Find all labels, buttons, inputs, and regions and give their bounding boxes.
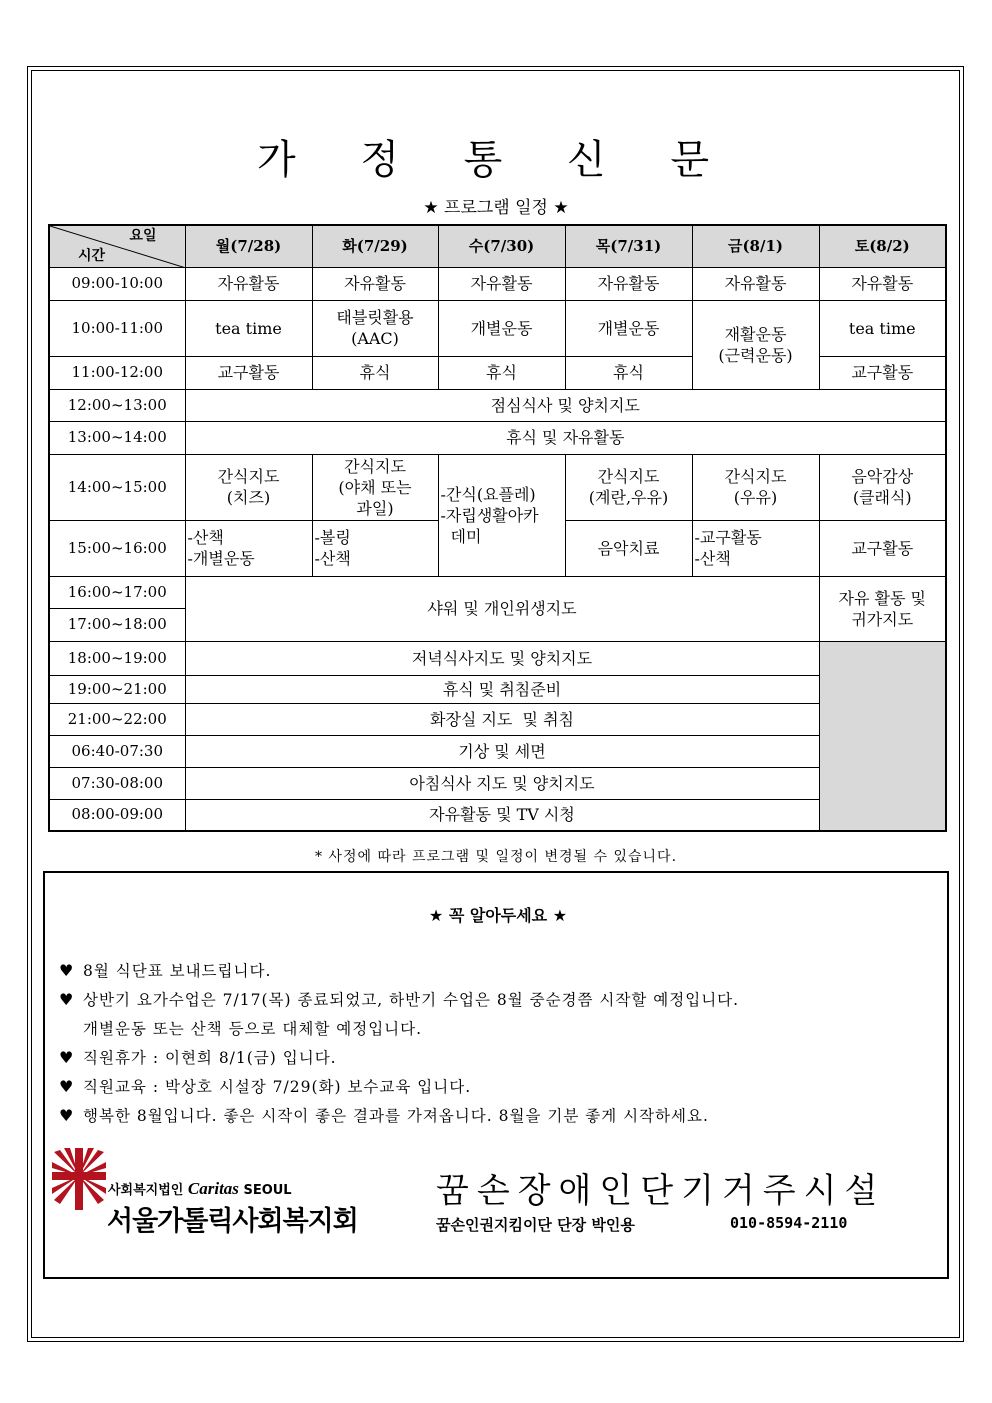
activity-cell: 개별운동: [438, 300, 565, 356]
table-row: [49, 389, 946, 421]
activity-line: (클래식): [852, 488, 912, 507]
activity-line: -개별운동: [187, 549, 255, 568]
activity-cell: 휴식 및 취침준비: [185, 675, 819, 703]
time-cell: 13:00~14:00: [49, 421, 185, 454]
activity-cell: 교구활동: [819, 520, 946, 576]
corner-cell: [49, 225, 185, 267]
activity-cell: [692, 454, 819, 520]
corner-time-label: 시간: [78, 247, 106, 264]
activity-line: 음악감상: [851, 467, 914, 486]
activity-cell: 자유활동: [819, 267, 946, 300]
notice-item: [59, 1075, 471, 1097]
heart-icon: ♥: [59, 1077, 75, 1096]
day-header: 목(7/31): [565, 225, 692, 267]
activity-line: (치즈): [226, 488, 271, 507]
notice-item: [59, 988, 739, 1010]
activity-line: -볼링: [314, 528, 351, 547]
notice-item: [83, 1017, 422, 1039]
time-cell: 06:40-07:30: [49, 735, 185, 767]
shaded-empty-cell: [819, 641, 946, 831]
heart-icon: ♥: [59, 961, 75, 980]
activity-line: (근력운동): [718, 345, 793, 365]
schedule-table: [48, 224, 947, 832]
phone-number: 010-8594-2110: [730, 1214, 848, 1232]
activity-cell: 점심식사 및 양치지도: [185, 389, 946, 421]
day-header: 토(8/2): [819, 225, 946, 267]
time-cell: 15:00~16:00: [49, 520, 185, 576]
time-cell: 10:00-11:00: [49, 300, 185, 356]
activity-line: (우유): [733, 488, 778, 507]
activity-cell: 자유활동: [185, 267, 312, 300]
activity-cell: [185, 520, 312, 576]
table-row: [49, 799, 946, 831]
heart-icon: ♥: [59, 1048, 75, 1067]
time-cell: 17:00~18:00: [49, 608, 185, 641]
activity-line: -산책: [187, 528, 224, 547]
notice-text: 직원휴가 : 이현희 8/1(금) 입니다.: [83, 1049, 337, 1067]
activity-cell: 화장실 지도 및 취침: [185, 703, 819, 735]
day-header: 화(7/29): [312, 225, 438, 267]
table-row: [49, 421, 946, 454]
header-row: [49, 225, 946, 267]
schedule-note: * 사정에 따라 프로그램 및 일정이 변경될 수 있습니다.: [314, 849, 678, 865]
notice-text: 상반기 요가수업은 7/17(목) 종료되었고, 하반기 수업은 8월 중순경쯤 시작할 예정입니다.: [83, 991, 740, 1009]
activity-line: -간식(요플레): [440, 484, 536, 504]
activity-cell: [312, 454, 438, 520]
activity-cell: [819, 454, 946, 520]
table-row: [49, 675, 946, 703]
activity-cell: 자유활동: [438, 267, 565, 300]
diagonal-line: [50, 226, 186, 268]
time-cell: 11:00-12:00: [49, 356, 185, 389]
day-header: 금(8/1): [692, 225, 819, 267]
activity-cell: 개별운동: [565, 300, 692, 356]
activity-cell: 휴식: [312, 356, 438, 389]
activity-cell: 아침식사 지도 및 양치지도: [185, 767, 819, 799]
activity-cell: [819, 576, 946, 641]
time-cell: 12:00~13:00: [49, 389, 185, 421]
activity-cell: [692, 300, 819, 389]
activity-line: 간식지도: [217, 467, 280, 486]
activity-line: 데미: [450, 526, 482, 546]
heart-icon: ♥: [59, 990, 75, 1009]
page-title: 가 정 통 신 문: [256, 137, 736, 183]
activity-line: 간식지도: [597, 467, 660, 486]
activity-line: 귀가지도: [851, 609, 914, 629]
activity-cell: [438, 454, 565, 576]
activity-line: -산책: [314, 549, 351, 568]
table-row: [49, 767, 946, 799]
table-row: [49, 576, 946, 608]
org-name: 서울가톨릭사회복지회: [107, 1206, 358, 1237]
notice-title: ★ 꼭 알아두세요 ★: [428, 906, 568, 925]
activity-cell: [692, 520, 819, 576]
activity-cell: 음악치료: [565, 520, 692, 576]
activity-line: -산책: [694, 549, 731, 568]
caritas-logo-icon: [52, 1148, 106, 1210]
time-cell: 16:00~17:00: [49, 576, 185, 608]
activity-cell: 샤워 및 개인위생지도: [185, 576, 819, 641]
activity-cell: tea time: [185, 300, 312, 356]
activity-cell: 휴식: [565, 356, 692, 389]
activity-cell: 기상 및 세면: [185, 735, 819, 767]
activity-line: 재활운동: [724, 324, 787, 344]
activity-line: -교구활동: [694, 528, 762, 547]
activity-line: (야채 또는: [338, 477, 412, 497]
activity-cell: [312, 300, 438, 356]
director-info: 꿈손인권지킴이단 단장 박인용: [436, 1216, 635, 1234]
table-row: [49, 735, 946, 767]
time-cell: 19:00~21:00: [49, 675, 185, 703]
activity-cell: 휴식 및 자유활동: [185, 421, 946, 454]
activity-line: 자유 활동 및: [838, 588, 926, 608]
activity-cell: [312, 520, 438, 576]
activity-cell: [185, 454, 312, 520]
time-cell: 18:00~19:00: [49, 641, 185, 675]
activity-cell: 교구활동: [819, 356, 946, 389]
schedule-subtitle: ★ 프로그램 일정 ★: [423, 198, 569, 218]
activity-line: 간식지도: [344, 456, 406, 476]
notice-item: [59, 959, 271, 981]
activity-cell: 저녁식사지도 및 양치지도: [185, 641, 819, 675]
org-prefix: 사회복지법인: [108, 1183, 184, 1198]
time-cell: 08:00-09:00: [49, 799, 185, 831]
table-row: [49, 267, 946, 300]
activity-cell: tea time: [819, 300, 946, 356]
org-affiliation: [108, 1179, 292, 1199]
table-row: [49, 641, 946, 675]
time-cell: 07:30-08:00: [49, 767, 185, 799]
time-cell: 14:00~15:00: [49, 454, 185, 520]
activity-line: (계란,우유): [588, 488, 669, 507]
table-row: [49, 454, 946, 520]
activity-cell: 교구활동: [185, 356, 312, 389]
day-header: 수(7/30): [438, 225, 565, 267]
corner-day-label: 요일: [129, 228, 157, 244]
activity-cell: 자유활동: [565, 267, 692, 300]
notice-text: 8월 식단표 보내드립니다.: [83, 962, 272, 980]
activity-cell: 자유활동: [312, 267, 438, 300]
activity-cell: [565, 454, 692, 520]
org-brand: Caritas: [187, 1179, 239, 1198]
activity-line: 간식지도: [724, 467, 787, 486]
notice-text: 직원교육 : 박상호 시설장 7/29(화) 보수교육 입니다.: [83, 1078, 472, 1096]
notice-text: 개별운동 또는 산책 등으로 대체할 예정입니다.: [83, 1020, 423, 1038]
time-cell: 21:00~22:00: [49, 703, 185, 735]
heart-icon: ♥: [59, 1106, 75, 1125]
activity-line: 태블릿활용: [336, 308, 414, 327]
notice-item: [59, 1104, 709, 1126]
org-brand-suffix: SEOUL: [243, 1183, 292, 1198]
activity-line: (AAC): [351, 329, 399, 348]
time-cell: 09:00-10:00: [49, 267, 185, 300]
activity-line: -자립생활아카: [440, 505, 539, 525]
activity-line: 과일): [356, 498, 394, 518]
table-row: [49, 703, 946, 735]
facility-name: 꿈손장애인단기거주시설: [436, 1171, 886, 1211]
activity-cell: 자유활동 및 TV 시청: [185, 799, 819, 831]
activity-cell: 자유활동: [692, 267, 819, 300]
day-header: 월(7/28): [185, 225, 312, 267]
activity-cell: 휴식: [438, 356, 565, 389]
table-row: [49, 300, 946, 356]
notice-text: 행복한 8월입니다. 좋은 시작이 좋은 결과를 가져옵니다. 8월을 기분 좋게 시작하세요.: [83, 1107, 709, 1125]
notice-item: [59, 1046, 337, 1068]
